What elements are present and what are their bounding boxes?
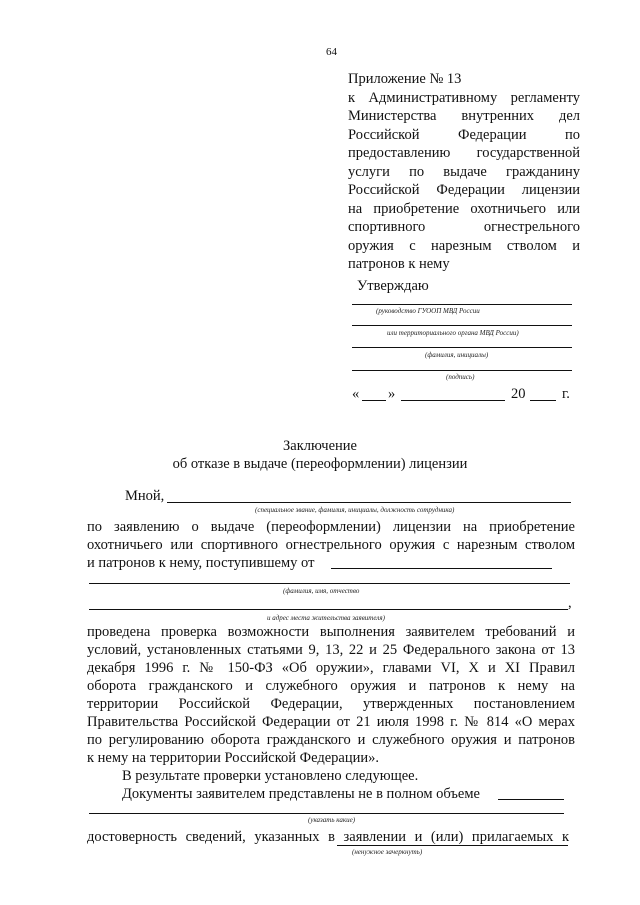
date-close-quote: » xyxy=(388,386,396,402)
caption-strike: (ненужное зачеркнуть) xyxy=(352,848,423,856)
annex-line: оружия с нарезным стволом и xyxy=(348,237,580,254)
annex-line: услуги по выдаче гражданину xyxy=(348,163,580,180)
annex-line: Российской Федерации лицензии xyxy=(348,182,580,198)
date-month-line xyxy=(401,400,505,401)
date-year-suffix: г. xyxy=(562,386,570,402)
signature-line-org xyxy=(352,325,572,326)
page-number: 64 xyxy=(326,46,337,58)
paragraph-line: оборота гражданского и служебного оружия и патронов к нему на xyxy=(87,678,575,694)
paragraph-line: декабря 1996 г. № 150-ФЗ «Об оружии», главами VI, X и XI Правил xyxy=(87,660,575,676)
signature-line-head xyxy=(352,304,572,305)
caption-applicant: (фамилия, имя, отчество xyxy=(283,587,360,595)
paragraph-line: по регулированию оборота гражданского и служебного оружия и патронов xyxy=(87,732,575,748)
document-title: Заключение xyxy=(283,438,357,454)
strike-underline xyxy=(337,845,568,846)
paragraph-line: территории Российской Федерации, утвержденных постановлением xyxy=(87,696,575,712)
date-day-line xyxy=(362,400,386,401)
annex-header xyxy=(348,70,580,274)
approve-title: Утверждаю xyxy=(357,278,429,294)
request-line: по заявлению о выдаче (переоформлении) лицензии на приобретение xyxy=(87,519,575,535)
applicant-name-line xyxy=(89,583,570,584)
annex-line: патронов к нему xyxy=(348,256,450,272)
applicant-address-line xyxy=(89,609,568,610)
caption-name: (фамилия, инициалы) xyxy=(425,351,489,359)
by-me-label: Мной, xyxy=(125,488,165,504)
caption-sign: (подпись) xyxy=(446,373,475,381)
signature-line-name xyxy=(352,347,572,348)
date-year-line xyxy=(530,400,556,401)
annex-line: Российской Федерации по xyxy=(348,126,580,143)
paragraph-line: условий, установленных статьями 9, 13, 22 и 25 Федерального закона от 13 xyxy=(87,642,575,658)
paragraph-line: проведена проверка возможности выполнения заявителем требований и xyxy=(87,624,575,640)
applicant-from-line xyxy=(331,568,552,569)
document-subtitle: об отказе в выдаче (переоформлении) лицензии xyxy=(172,456,468,472)
address-comma: , xyxy=(568,595,572,611)
annex-line: на приобретение охотничьего или xyxy=(348,200,580,217)
reliability-line: достоверность сведений, указанных в заявлении и (или) прилагаемых к xyxy=(87,829,569,845)
request-line: и патронов к нему, поступившему от xyxy=(87,555,315,571)
caption-org: или территориального органа МВД России) xyxy=(387,329,519,337)
caption-head: (руководство ГУООП МВД России xyxy=(376,307,480,315)
annex-line: предоставлению государственной xyxy=(348,145,580,161)
annex-line: к Административному регламенту xyxy=(348,89,580,106)
caption-address: и адрес места жительства заявителя) xyxy=(267,614,385,622)
date-year-prefix: 20 xyxy=(511,386,526,402)
specify-line xyxy=(89,813,564,814)
signature-line-sign xyxy=(352,370,572,371)
request-line: охотничьего или спортивного огнестрельного оружия с нарезным стволом xyxy=(87,537,575,553)
caption-specify: (указать какие) xyxy=(308,816,356,824)
annex-line: Министерства внутренних дел xyxy=(348,108,580,124)
annex-line: Приложение № 13 xyxy=(348,71,462,87)
officer-line xyxy=(167,502,571,503)
date-open-quote: « xyxy=(352,386,360,402)
caption-officer: (специальное звание, фамилия, инициалы, должность сотрудника) xyxy=(255,506,455,514)
annex-line: спортивного огнестрельного xyxy=(348,219,580,235)
paragraph-line: Правительства Российской Федерации от 21 июля 1998 г. № 814 «О мерах xyxy=(87,714,575,730)
paragraph-line: к нему на территории Российской Федерации». xyxy=(87,750,379,766)
documents-line: Документы заявителем представлены не в полном объеме xyxy=(122,786,480,802)
documents-fill-line xyxy=(498,799,564,800)
result-line: В результате проверки установлено следующее. xyxy=(122,768,419,784)
